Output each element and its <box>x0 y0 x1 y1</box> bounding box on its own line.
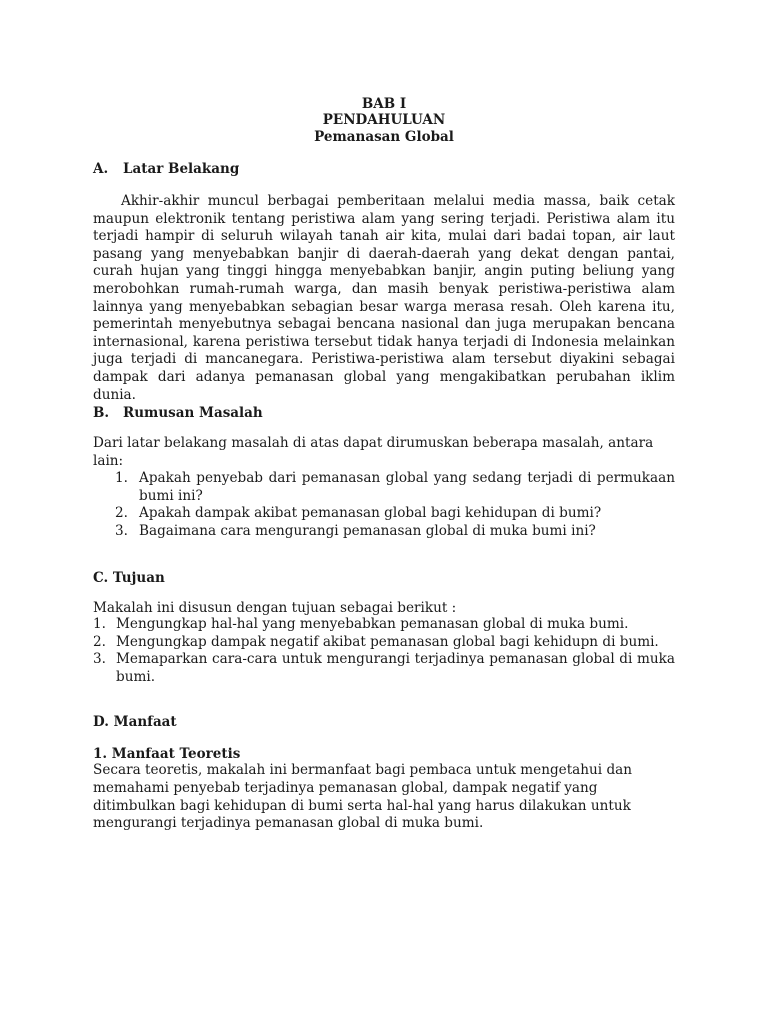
section-d-line: Secara teoretis, makalah ini bermanfaat bagi pembaca untuk mengetahui dan <box>93 762 633 778</box>
list-item: 2. Mengungkap dampak negatif akibat pemanasan global bagi kehidupn di bumi. <box>93 633 659 650</box>
section-a-text: Akhir-akhir muncul berbagai pemberitaan melalui media massa, baik cetak maupun elektronik tentang peristiwa alam yang sering terjadi. Peristiwa alam itu terjadi hampir di seluruh wilayah tanah air kita, mulai dari badai topan, air laut pasang yang menyebabkan banjir di daerah-daerah yang dekat dengan pantai, curah hujan yang tinggi hingga menyebabkan banjir, angin puting beliung yang merobohkan rumah-rumah warga, dan masih benyak peristiwa-peristiwa alam lainnya yang menyebabkan sebagian besar warga merasa resah. Oleh karena itu, pemerintah menyebutnya sebagai bencana nasional dan juga merupakan bencana internasional, karena peristiwa tersebut tidak hanya terjadi di Indonesia melainkan juga terjadi di mancanegara. Peristiwa-peristiwa alam tersebut diyakini sebagai dampak dari adanya pemanasan global yang mengakibatkan perubahan iklim dunia. <box>93 193 675 403</box>
section-d-subheading: 1. Manfaat Teoretis <box>93 746 241 762</box>
list-item: 3. Bagaimana cara mengurangi pemanasan global di muka bumi ini? <box>115 522 596 539</box>
section-b-intro: Dari latar belakang masalah di atas dapat dirumuskan beberapa masalah, antara lain: <box>93 435 654 469</box>
section-d-line: ditimbulkan bagi kehidupan di bumi serta hal-hal yang harus dilakukan untuk <box>93 798 631 814</box>
section-a-heading <box>93 160 239 178</box>
section-b-mark: B. <box>93 405 110 421</box>
section-a-paragraph <box>93 193 675 404</box>
list-item: 3. Memaparkan cara-cara untuk mengurangi terjadinya pemanasan global di muka bumi. <box>93 651 675 685</box>
section-c-intro: Makalah ini disusun dengan tujuan sebagai berikut : <box>93 600 457 616</box>
section-b-title: Rumusan Masalah <box>123 405 263 421</box>
chapter-title: PENDAHULUAN <box>322 112 446 128</box>
list-item: 1. Mengungkap hal-hal yang menyebabkan pemanasan global di muka bumi. <box>93 616 629 632</box>
list-item: 2. Apakah dampak akibat pemanasan global bagi kehidupan di bumi? <box>115 505 602 522</box>
section-b-heading <box>93 404 263 422</box>
chapter-number: BAB I <box>361 96 407 112</box>
section-d-line: memahami penyebab terjadinya pemanasan global, dampak negatif yang <box>93 780 598 796</box>
section-d-heading: D. Manfaat <box>93 714 177 730</box>
document-subtitle: Pemanasan Global <box>314 129 454 145</box>
section-d-line: mengurangi terjadinya pemanasan global di muka bumi. <box>93 815 484 831</box>
section-a-title: Latar Belakang <box>123 161 240 177</box>
list-item: 1. Apakah penyebab dari pemanasan global yang sedang terjadi di permukaan bumi ini? <box>115 470 675 504</box>
section-b-list <box>93 470 675 540</box>
section-a-mark: A. <box>93 161 109 177</box>
section-c-list <box>93 616 675 686</box>
section-c-heading: C. Tujuan <box>93 570 165 586</box>
